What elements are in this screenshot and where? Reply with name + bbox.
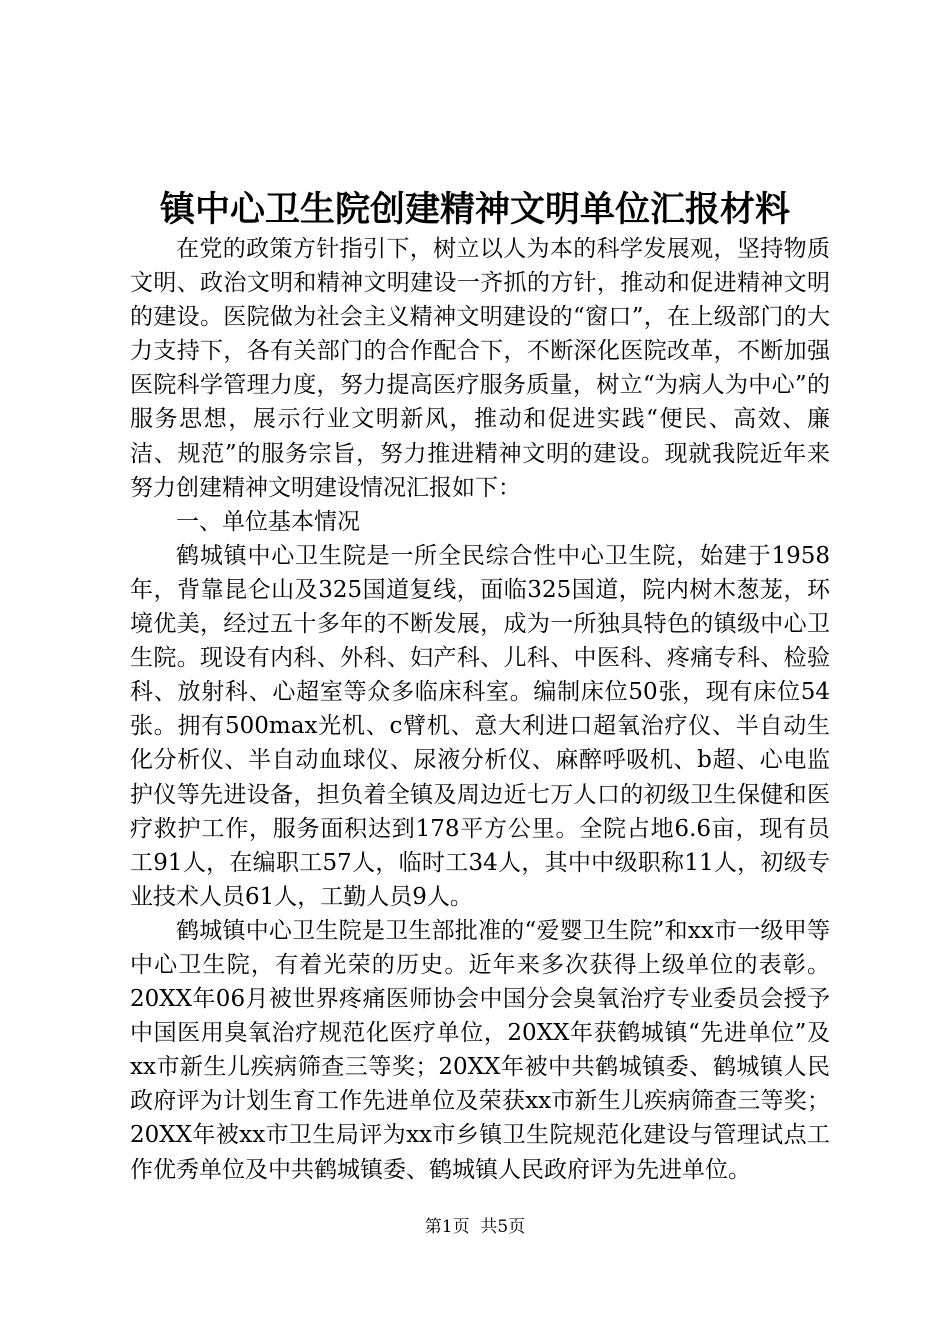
- page-total: 共5页: [480, 1217, 526, 1237]
- basic-info-paragraph: 鹤城镇中心卫生院是一所全民综合性中心卫生院，始建于1958年，背靠昆仑山及325国道复线，面临325国道，院内树木葱茏，环境优美，经过五十多年的不断发展，成为一所独具特色的镇级中心卫生院。现设有内科、外科、妇产科、儿科、中医科、疼痛专科、检验科、放射科、心超室等众多临床科室。编制床位50张，现有床位54张。拥有500max光机、c臂机、意大利进口超氧治疗仪、半自动生化分析仪、半自动血球仪、尿液分析仪、麻醉呼吸机、b超、心电监护仪等先进设备，担负着全镇及周边近七万人口的初级卫生保健和医疗救护工作，服务面积达到178平方公里。全院占地6.6亩，现有员工91人，在编职工57人，临时工34人，其中中级职称11人，初级专业技术人员61人，工勤人员9人。: [130, 542, 830, 910]
- page-footer: [0, 1215, 950, 1239]
- intro-paragraph: 在党的政策方针指引下，树立以人为本的科学发展观，坚持物质文明、政治文明和精神文明建设一齐抓的方针，推动和促进精神文明的建设。医院做为社会主义精神文明建设的“窗口”，在上级部门的大力支持下，各有关部门的合作配合下，不断深化医院改革，不断加强医院科学管理力度，努力提高医疗服务质量，树立“为病人为中心”的服务思想，展示行业文明新风，推动和促进实践“便民、高效、廉洁、规范”的服务宗旨，努力推进精神文明的建设。现就我院近年来努力创建精神文明建设情况汇报如下：: [130, 236, 830, 501]
- document-title: 镇中心卫生院创建精神文明单位汇报材料: [159, 189, 790, 230]
- page-number: 第1页: [424, 1217, 470, 1237]
- honors-paragraph: 鹤城镇中心卫生院是卫生部批准的“爱婴卫生院”和xx市一级甲等中心卫生院，有着光荣的历史。近年来多次获得上级单位的表彰。20XX年06月被世界疼痛医师协会中国分会臭氧治疗专业委员会授予中国医用臭氧治疗规范化医疗单位，20XX年获鹤城镇“先进单位”及xx市新生儿疾病筛查三等奖；20XX年被中共鹤城镇委、鹤城镇人民政府评为计划生育工作先进单位及荣获xx市新生儿疾病筛查三等奖；20XX年被xx市卫生局评为xx市乡镇卫生院规范化建设与管理试点工作优秀单位及中共鹤城镇委、鹤城镇人民政府评为先进单位。: [130, 917, 830, 1183]
- document-body: [130, 232, 830, 1187]
- section-heading: 一、单位基本情况: [176, 508, 360, 535]
